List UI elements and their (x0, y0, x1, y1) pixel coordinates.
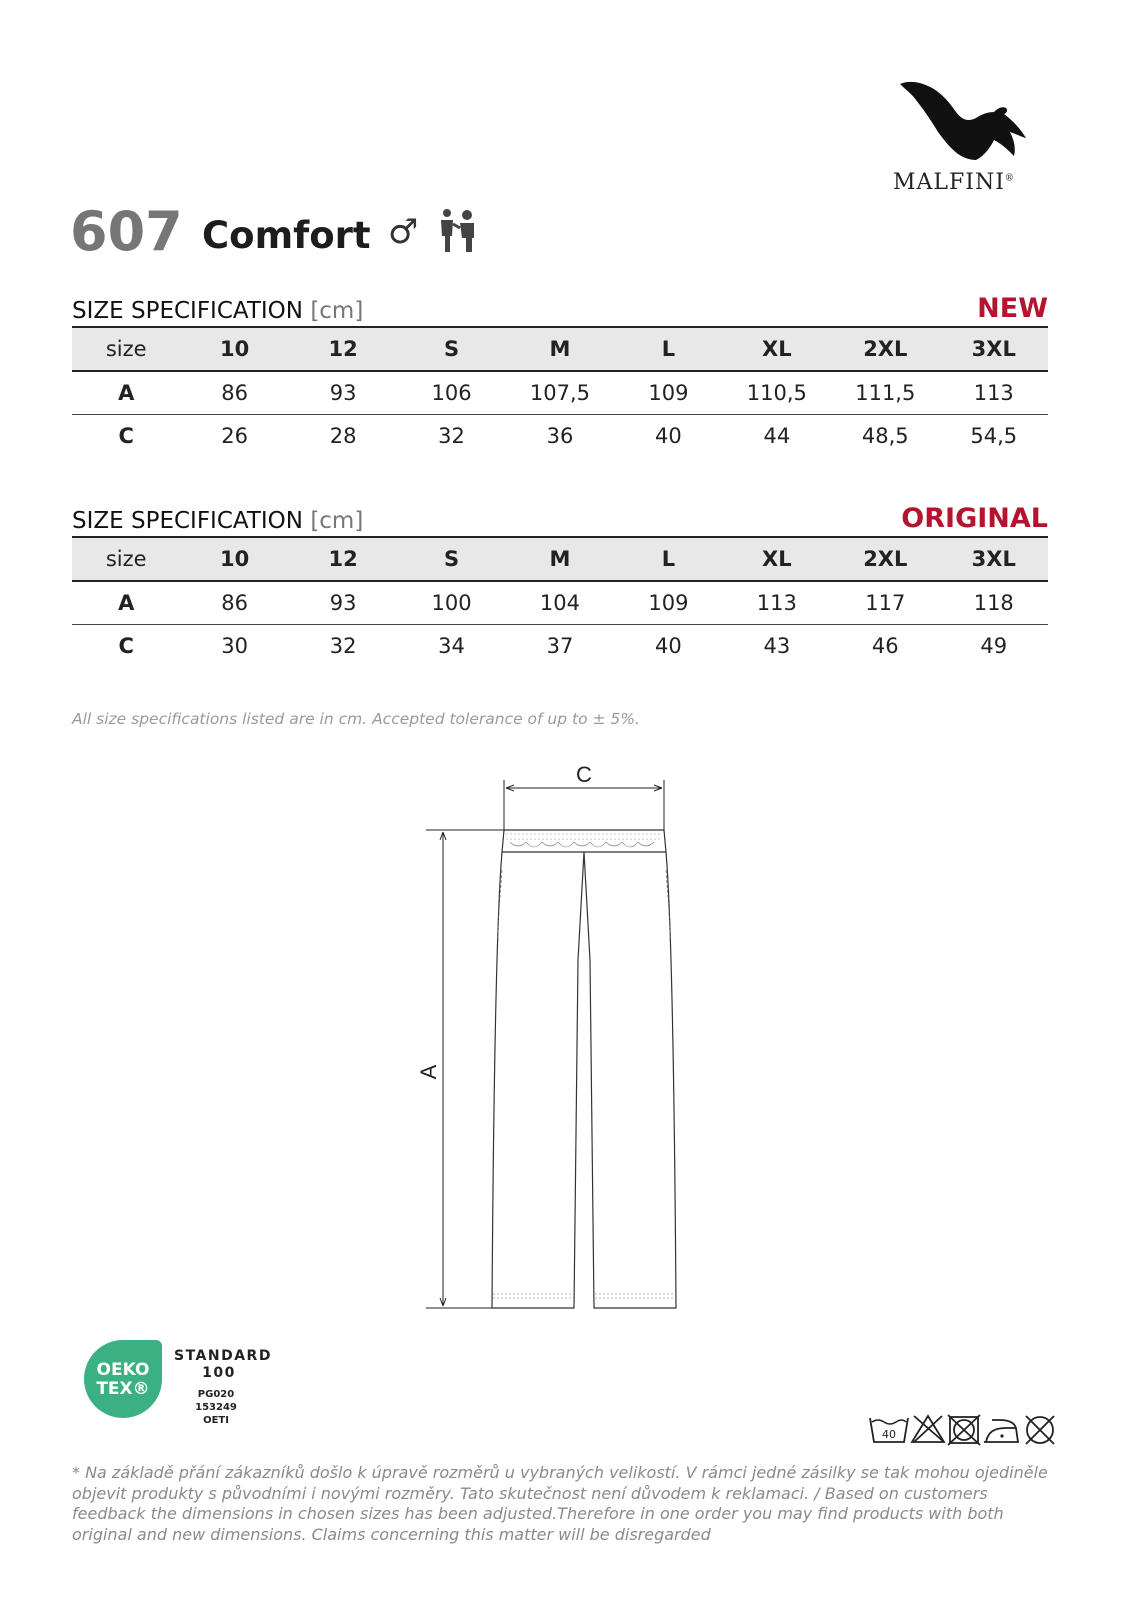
table-cell: 113 (973, 381, 1014, 405)
new-tag: NEW (977, 293, 1048, 324)
dimension-a-label: A (416, 1064, 441, 1080)
dimension-c-label: C (576, 762, 592, 787)
male-icon: ♂ (388, 212, 419, 252)
column-header: S (443, 547, 460, 571)
column-header: size (105, 337, 147, 361)
table-cell: A (118, 591, 135, 615)
oeko-tex-label (84, 1340, 284, 1430)
column-header: 10 (220, 337, 250, 361)
table-cell: 104 (539, 591, 581, 615)
table-cell: 86 (221, 381, 249, 405)
column-header: 12 (328, 337, 358, 361)
column-header: L (661, 547, 676, 571)
table-header-row (72, 327, 1048, 371)
table-cell: 28 (329, 424, 357, 448)
table-cell: 43 (763, 634, 791, 658)
table-cell: 30 (221, 634, 249, 658)
table-cell: 111,5 (855, 381, 916, 405)
oeko-standard: STANDARD 100 (174, 1348, 272, 1381)
table-cell: 93 (329, 381, 357, 405)
iron-low-icon (984, 1420, 1018, 1442)
table-cell: C (118, 634, 134, 658)
table-cell: 109 (648, 381, 689, 405)
column-header: 2XL (863, 547, 908, 571)
column-header: size (105, 547, 147, 571)
table-cell: 48,5 (861, 424, 909, 448)
column-header: 10 (220, 547, 250, 571)
column-header: XL (762, 547, 792, 571)
table-cell: 86 (221, 591, 249, 615)
care-symbols (868, 1412, 1068, 1448)
table-cell: 107,5 (529, 381, 591, 405)
column-header: M (549, 337, 571, 361)
table-cell: 118 (973, 591, 1014, 615)
column-header: XL (762, 337, 792, 361)
wash-40-icon (870, 1418, 908, 1442)
table-cell: 49 (980, 634, 1008, 658)
svg-text:40: 40 (882, 1428, 896, 1441)
table-cell: C (118, 424, 134, 448)
column-header: S (443, 337, 460, 361)
table-cell: 93 (329, 591, 357, 615)
product-name: Comfort (202, 214, 371, 257)
column-header: 3XL (971, 337, 1016, 361)
table-cell: 37 (546, 634, 574, 658)
table-cell: 34 (438, 634, 465, 658)
brand-logo (888, 78, 1048, 198)
table-cell: 40 (655, 424, 682, 448)
oeko-tex-badge: OEKO TEX® (84, 1340, 162, 1418)
no-bleach-icon (912, 1416, 944, 1442)
section-header (72, 500, 1048, 536)
section-title: SIZE SPECIFICATION [cm] (72, 298, 364, 324)
table-cell: 26 (221, 424, 249, 448)
tolerance-note: All size specifications listed are in cm. Accepted tolerance of up to ± 5%. (72, 710, 640, 728)
table-header-row (72, 537, 1048, 581)
no-dry-clean-icon (1026, 1416, 1054, 1444)
column-header: 12 (328, 547, 358, 571)
section-title: SIZE SPECIFICATION [cm] (72, 508, 364, 534)
table-cell: 36 (546, 424, 574, 448)
column-header: 2XL (863, 337, 908, 361)
table-row (72, 625, 1048, 668)
no-tumble-dry-icon (948, 1415, 980, 1445)
size-table (72, 536, 1048, 667)
table-row (72, 581, 1048, 625)
original-tag: ORIGINAL (901, 503, 1048, 534)
kids-icon (436, 208, 478, 254)
disclaimer-text: * Na základě přání zákazníků došlo k úpravě rozměrů u vybraných velikostí. V rámci jedné zásilky se tak mohou ojediněle objevit produkty s původními i novými rozměry. Tato skutečnost není důvodem k reklamaci. / Based on customers feedback the dimensions in chosen sizes has been adjusted.Therefore in one order you may find products with both original and new dimensions. Claims concerning this matter will be disregarded (72, 1463, 1048, 1544)
product-code: 607 (70, 200, 183, 263)
oeko-certificate: PG020 153249 OETI (195, 1389, 237, 1426)
table-cell: 100 (431, 591, 472, 615)
table-cell: 40 (655, 634, 682, 658)
table-cell: 117 (865, 591, 906, 615)
column-header: 3XL (971, 547, 1016, 571)
table-cell: 32 (329, 634, 357, 658)
table-row (72, 415, 1048, 458)
brand-wordmark: MALFINI® (893, 170, 1015, 195)
table-cell: 109 (648, 591, 689, 615)
table-cell: 54,5 (970, 424, 1018, 448)
table-cell: 44 (763, 424, 791, 448)
eagle-icon (898, 78, 1038, 163)
pants-diagram (410, 760, 710, 1330)
size-table-new (72, 290, 1048, 457)
table-cell: 46 (871, 634, 899, 658)
table-cell: 113 (756, 591, 797, 615)
section-header (72, 290, 1048, 326)
size-table (72, 326, 1048, 457)
table-cell: 106 (431, 381, 472, 405)
column-header: L (661, 337, 676, 361)
size-table-original (72, 500, 1048, 667)
table-cell: 110,5 (746, 381, 807, 405)
table-cell: A (118, 381, 135, 405)
table-cell: 32 (438, 424, 465, 448)
table-row (72, 371, 1048, 415)
column-header: M (549, 547, 571, 571)
